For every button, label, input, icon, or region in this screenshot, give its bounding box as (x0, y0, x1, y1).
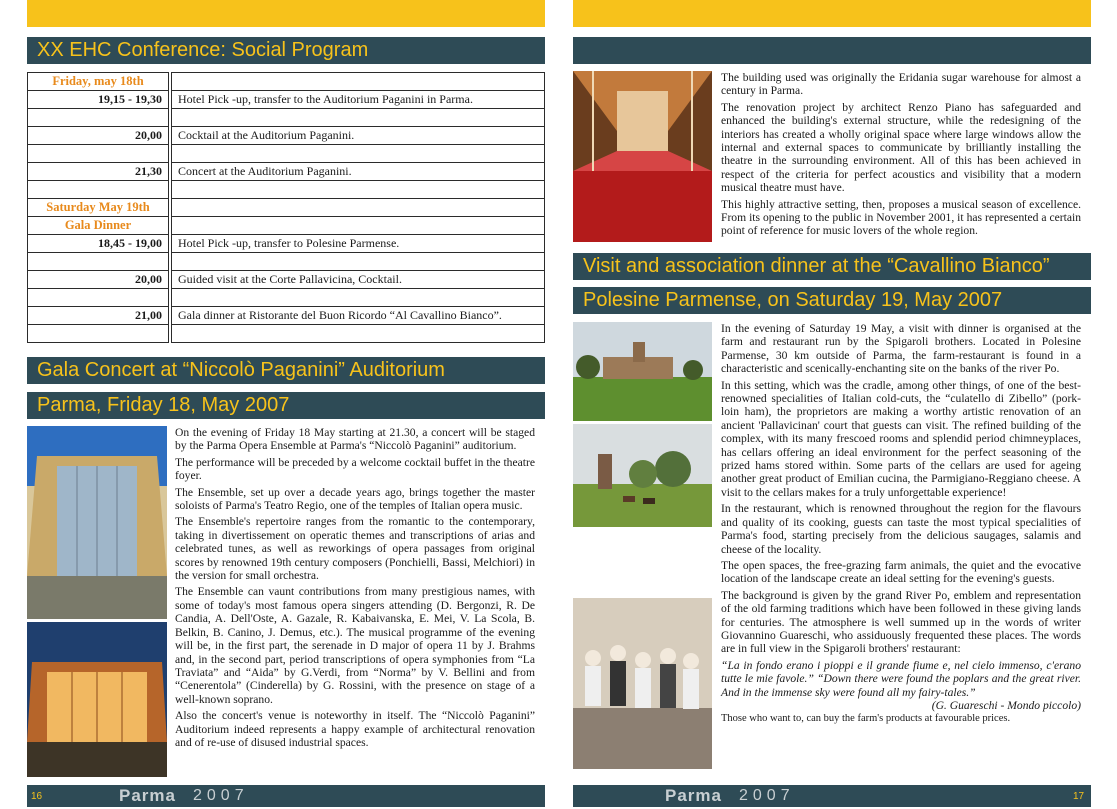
body-paragraph: Also the concert's venue is noteworthy in itself. The “Niccolò Paganini” Auditorium indeed represents a happy example of architectural renovation and of re-use of disused industrial spaces. (175, 709, 535, 749)
polesine-date-heading: Polesine Parmense, on Saturday 19, May 2007 (573, 287, 1091, 314)
schedule-activity (172, 289, 545, 307)
body-paragraph: In this setting, which was the cradle, among other things, of one of the best-renowned specialities of Italian cold-cuts, the “culatello di Zibello” (pork-loin ham), the proprietors are making a worthy artistic renovation of an ancient 'Pallavicinan' court that guests can visit. The refined building of the complex, with its many frescoed rooms and splendid period chimneyplaces, has cellars offering an ideal environment for the perfect seasoning of the prized hams stored within. Some parts of the cellars are used for ageing another great product of Emilian cucina, the Parmigiano-Reggiano cheese. A visit to the cellars makes for a truly unforgettable experience! (721, 378, 1081, 499)
body-paragraph: The building used was originally the Eridania sugar warehouse for almost a century in Parma. (721, 71, 1081, 98)
body-paragraph: This highly attractive setting, then, proposes a musical season of excellence. From its opening to the public in November 2001, it has represented a certain point of reference for music lovers of the whole region. (721, 197, 1081, 238)
schedule-row (28, 271, 545, 289)
schedule-row (28, 307, 545, 325)
body-paragraph: The performance will be preceded by a welcome cocktail buffet in the theatre foyer. (175, 455, 535, 483)
schedule-activity (172, 109, 545, 127)
body-paragraph: The renovation project by architect Renzo Piano has safeguarded and enhanced the building's external structure, while the redesigning of the interiors has created a wholly original space where large windows allow the internal and external spaces to communicate by brilliantly installing the theatre in the surrounding environment. All of this has been achieved in respect of the criteria for perfect acoustics and visibility that a modern musical theatre must have. (721, 100, 1081, 195)
schedule-time: 21,00 (28, 307, 169, 325)
top-accent-bar-left (27, 0, 545, 27)
body-paragraph: The open spaces, the free-grazing farm animals, the quiet and the evocative location of the landscape create an ideal setting for the evening's guests. (721, 558, 1081, 586)
parma-date-heading: Parma, Friday 18, May 2007 (27, 392, 545, 419)
concert-body-text (175, 426, 535, 752)
schedule-row (28, 235, 545, 253)
top-accent-bar-right (573, 0, 1091, 27)
polesine-body-text (721, 322, 1081, 726)
body-paragraph: In the restaurant, which is renowned throughout the region for the flavours and quality of its cooking, guests can taste the most typical specialities of Parma's food, starting precisely from the delicious saugages, salamis and cheese of the locality. (721, 502, 1081, 556)
schedule-activity (172, 145, 545, 163)
body-paragraph: The background is given by the grand River Po, emblem and representation of the old farming traditions which have been followed in these giving lands for centuries. The atmosphere is well summed up in the words of writer Giovannino Guareschi, who assiduously frequented these places. The words are in full view in the Spigaroli brothers' restaurant: (721, 588, 1081, 656)
schedule-activity: Cocktail at the Auditorium Paganini. (172, 127, 545, 145)
schedule-day-label: Saturday May 19th (28, 199, 169, 217)
auditorium-night-photo (27, 622, 167, 777)
conference-title: XX EHC Conference: Social Program (27, 37, 545, 64)
schedule-row (28, 289, 545, 307)
schedule-row (28, 91, 545, 109)
schedule-activity (172, 325, 545, 343)
schedule-row (28, 325, 545, 343)
gala-concert-heading: Gala Concert at “Niccolò Paganini” Auditorium (27, 357, 545, 384)
schedule-time (28, 253, 169, 271)
body-paragraph: The Ensemble can vaunt contributions from many prestigious names, with some of today's most famous opera singers attending (D. Bergonzi, R. De Candia, A. Dell'Oste, A. Gazale, R. Kabaivanska, E. Mei, V. La Scola, B. Belkin, B. Canino, J. Demus, etc.). The musical programme of the evening will be, in the first part, the serenade in D major of opera 11 by J. Brahms and, in the second part, period transcriptions of opera symphonies from “La Traviata” and “Aida” by G.Verdi, from “Norma” by V. Bellini and from “Cenerentola” (Cinderella) by G. Rossini, with the presence on stage of a well-known soprano. (175, 585, 535, 706)
body-paragraph: The Ensemble's repertoire ranges from the romantic to the contemporary, taking in divertissement on operatic themes and transcriptions of arias and celebrated tunes, as well as reworkings of opera passages from original scores by renowned 19th century composers (Ponchielli, Bassi, Melchiori) in the version for small orchestra. (175, 515, 535, 583)
body-paragraph: On the evening of Friday 18 May starting at 21.30, a concert will be staged by the Parma Opera Ensemble at Parma's “Niccolò Paganini” auditorium. (175, 426, 535, 453)
schedule-day-label: Gala Dinner (28, 217, 169, 235)
schedule-time: 19,15 - 19,30 (28, 91, 169, 109)
schedule-time: 20,00 (28, 127, 169, 145)
footer-left (27, 785, 545, 807)
schedule-row (28, 217, 545, 235)
page-number-right: 17 (1073, 791, 1085, 802)
quote-attribution: (G. Guareschi - Mondo piccolo) (931, 698, 1081, 712)
auditorium-history-text (721, 71, 1081, 241)
schedule-time (28, 109, 169, 127)
schedule-activity: Guided visit at the Corte Pallavicina, Cocktail. (172, 271, 545, 289)
schedule-activity (172, 73, 545, 91)
right-top-header-bar (573, 37, 1091, 64)
farm-landscape-photo (573, 322, 712, 421)
footer-year-right: 2007 (739, 787, 795, 804)
schedule-row (28, 253, 545, 271)
schedule-table (27, 72, 545, 343)
closing-line: Those who want to, can buy the farm's products at favourable prices. (721, 713, 1011, 725)
schedule-activity: Hotel Pick -up, transfer to Polesine Parmense. (172, 235, 545, 253)
schedule-row (28, 181, 545, 199)
grazing-horses-photo (573, 424, 712, 527)
schedule-day-label: Friday, may 18th (28, 73, 169, 91)
schedule-row (28, 127, 545, 145)
schedule-time (28, 289, 169, 307)
schedule-time (28, 145, 169, 163)
guareschi-quote: “La in fondo erano i pioppi e il grande fiume e, nel cielo immenso, c'erano tutte le mie favole.” “Down there were found the poplars and the great river. And in the immense sky were found all my fairy-tales.” (721, 658, 1081, 699)
footer-right (573, 785, 1091, 807)
auditorium-interior-photo (573, 71, 712, 242)
schedule-time: 18,45 - 19,00 (28, 235, 169, 253)
schedule-time: 21,30 (28, 163, 169, 181)
schedule-activity: Gala dinner at Ristorante del Buon Ricordo “Al Cavallino Bianco”. (172, 307, 545, 325)
schedule-activity: Hotel Pick -up, transfer to the Auditorium Paganini in Parma. (172, 91, 545, 109)
schedule-activity (172, 253, 545, 271)
body-paragraph: The Ensemble, set up over a decade years ago, brings together the master soloists of Parma's Teatro Regio, one of the temples of Italian opera music. (175, 485, 535, 513)
schedule-time (28, 325, 169, 343)
schedule-activity: Concert at the Auditorium Paganini. (172, 163, 545, 181)
auditorium-exterior-photo (27, 426, 167, 619)
schedule-activity (172, 181, 545, 199)
schedule-time: 20,00 (28, 271, 169, 289)
page-number-left: 16 (31, 791, 43, 802)
schedule-row (28, 199, 545, 217)
schedule-row (28, 163, 545, 181)
schedule-row (28, 73, 545, 91)
schedule-row (28, 109, 545, 127)
visit-dinner-heading: Visit and association dinner at the “Cavallino Bianco” (573, 253, 1091, 280)
group-chefs-photo (573, 598, 712, 769)
schedule-activity (172, 199, 545, 217)
schedule-activity (172, 217, 545, 235)
footer-year-left: 2007 (193, 787, 249, 804)
schedule-time (28, 181, 169, 199)
footer-brand-left: Parma (119, 786, 176, 805)
schedule-row (28, 145, 545, 163)
footer-brand-right: Parma (665, 786, 722, 805)
body-paragraph: In the evening of Saturday 19 May, a visit with dinner is organised at the farm and restaurant run by the Spigaroli brothers. Located in Polesine Parmense, 30 km outside of Parma, the farm-restaurant is found in a characteristic and scenically-enchanting site on the banks of the river Po. (721, 322, 1081, 376)
